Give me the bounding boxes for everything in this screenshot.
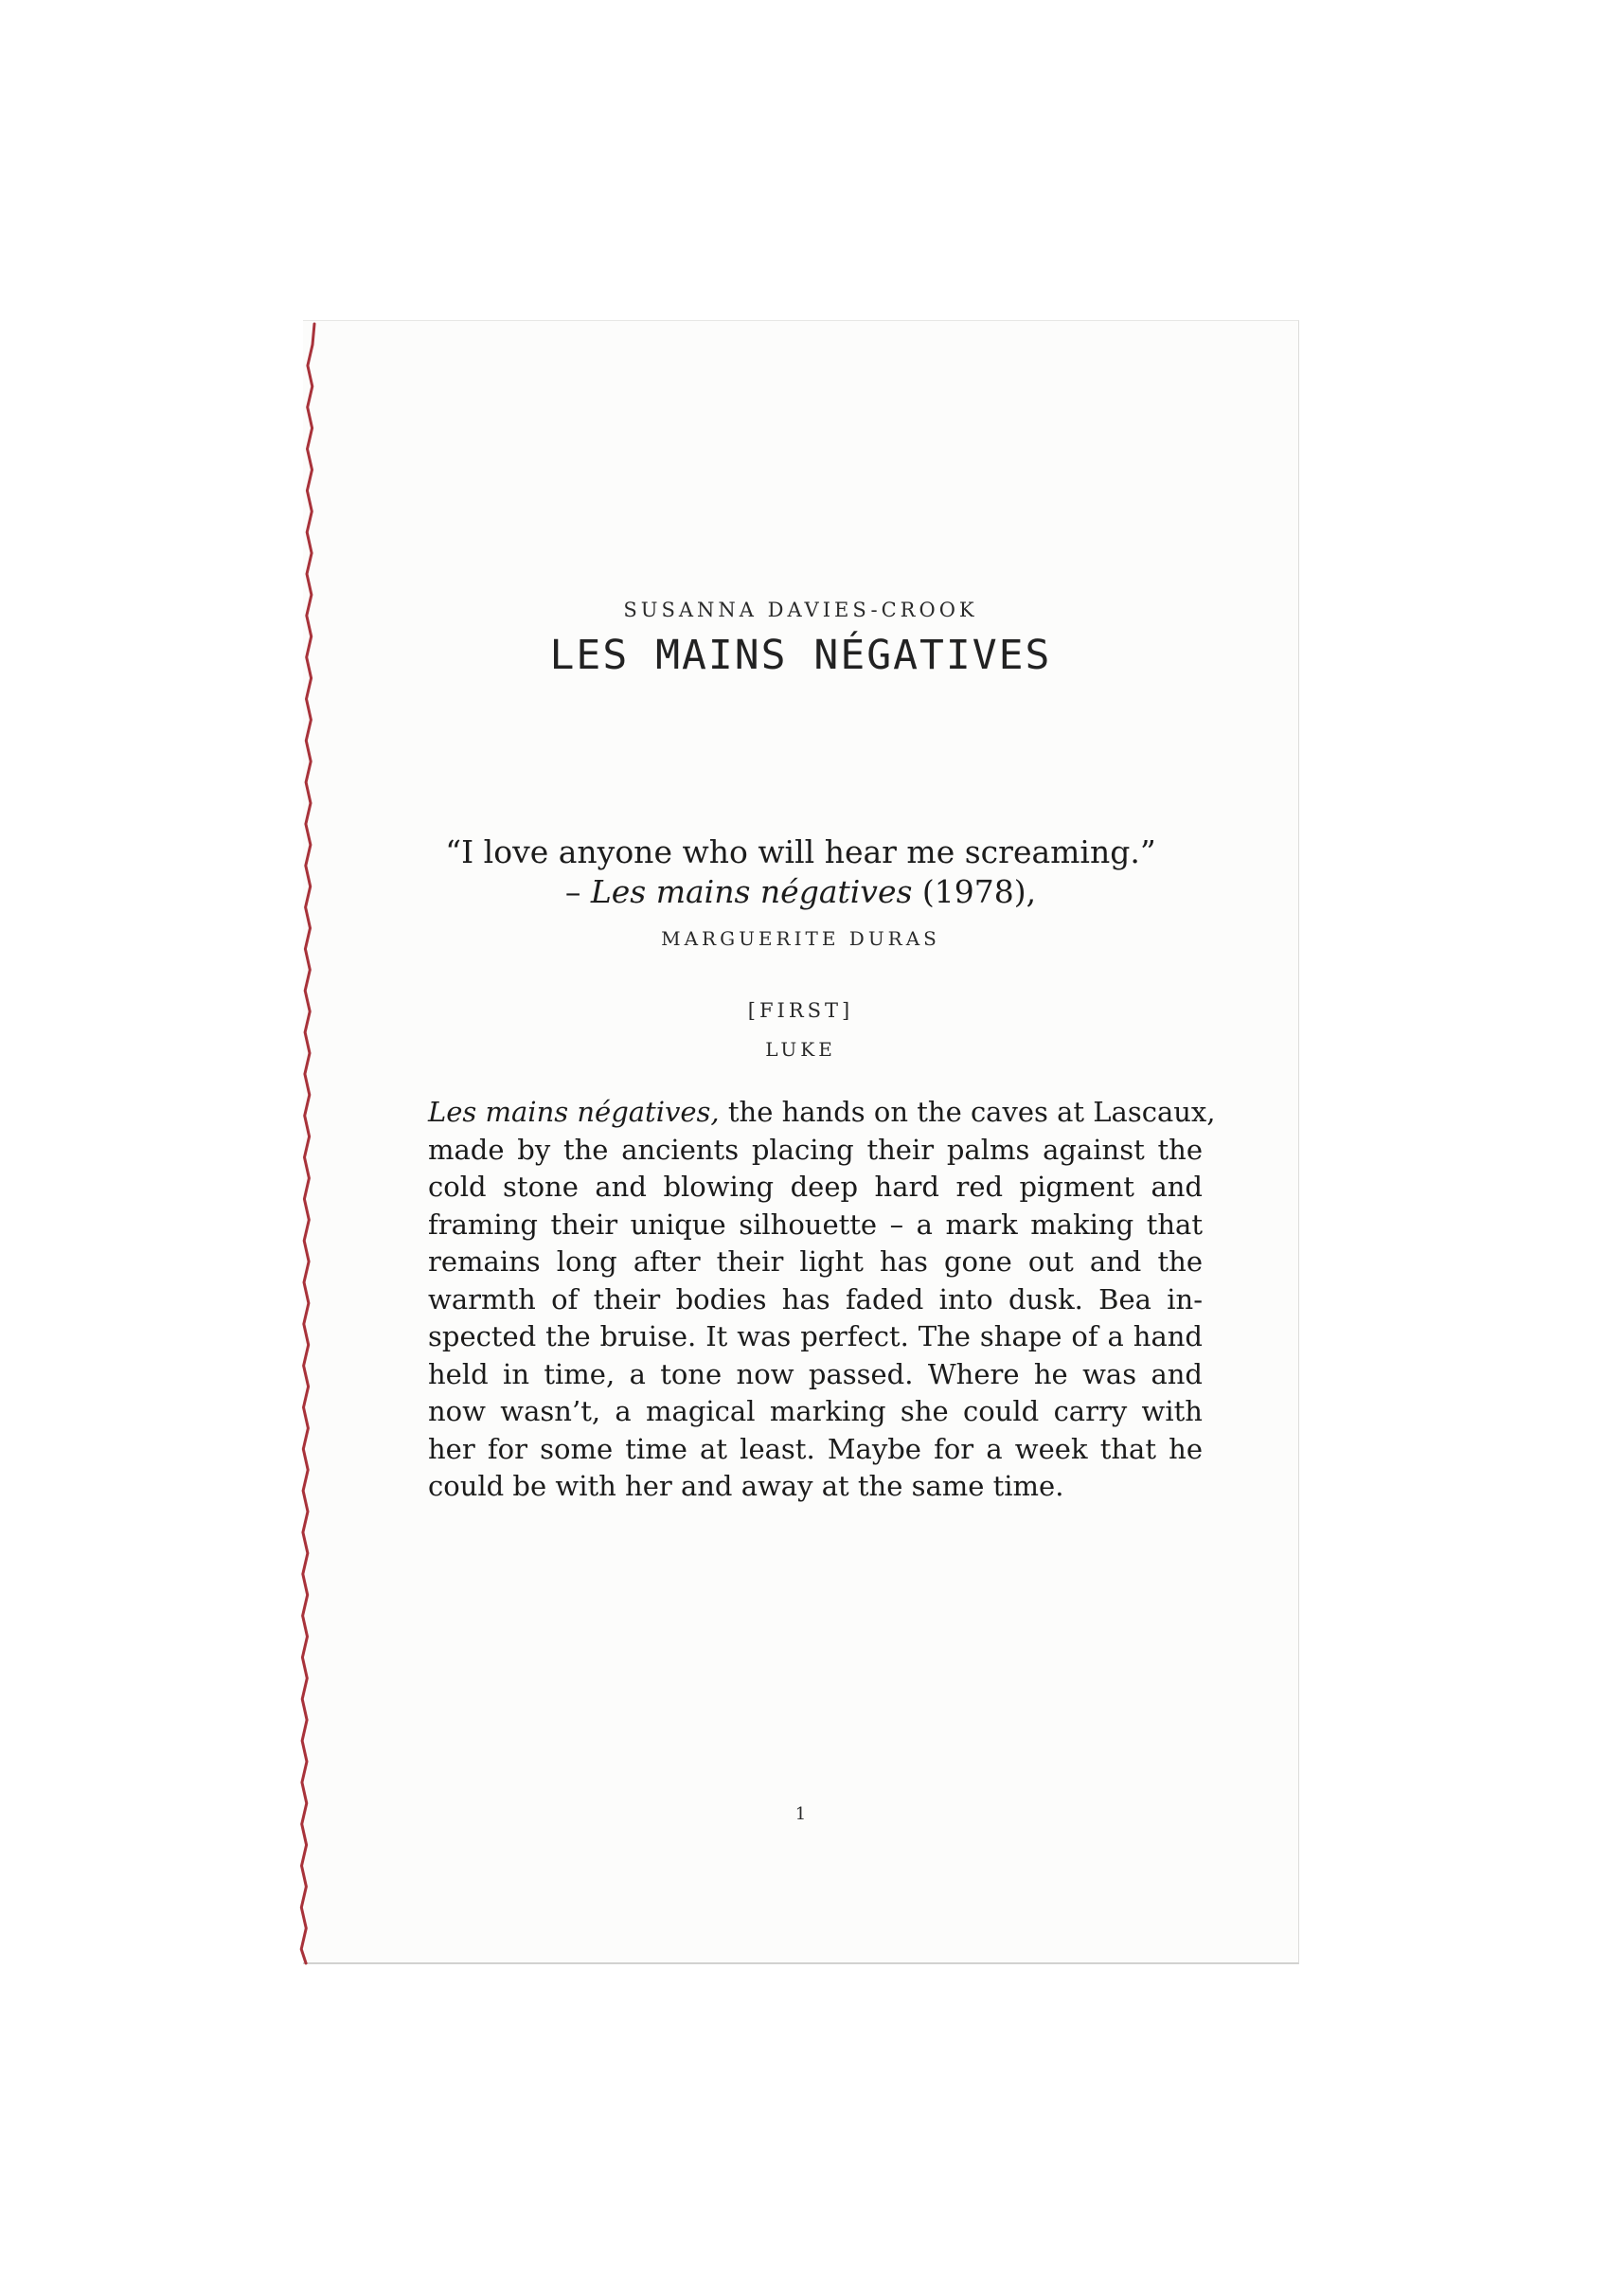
section-character: LUKE [765,1038,836,1061]
epigraph-source-year: (1978), [912,873,1037,910]
body-line: could be with her and away at the same time. [428,1470,1064,1502]
body-line: cold stone and blowing deep hard red pigment and [428,1171,1203,1203]
page-number: 1 [794,1804,807,1824]
body-line: her for some time at least. Maybe for a week that he [428,1432,1203,1465]
body-line: made by the ancients placing their palms against the [428,1133,1203,1166]
body-line: spected the bruise. It was perfect. The shape of a hand [428,1320,1203,1352]
epigraph-source-title: Les mains négatives [590,873,913,910]
section-marker: [FIRST] [747,999,854,1022]
epigraph-quote: “I love anyone who will hear me screaming.” [445,833,1156,870]
epigraph-author: MARGUERITE DURAS [661,927,940,950]
body-paragraph [428,1094,1216,1506]
body-line: framing their unique silhouette – a mark making that [428,1208,1203,1241]
epigraph [303,832,1298,912]
body-lead-italic: Les mains négatives, [428,1096,720,1128]
page-content [303,321,1298,1962]
body-line: warmth of their bodies has faded into dusk. Bea in- [428,1282,1203,1315]
book-page [303,320,1299,1964]
binding-stitch [295,320,318,1968]
body-line: remains long after their light has gone out and the [428,1245,1203,1278]
body-line: now wasn’t, a magical marking she could carry with [428,1395,1203,1427]
body-line: held in time, a tone now passed. Where he was and [428,1357,1203,1390]
epigraph-dash: – [564,873,591,910]
epigraph-source [303,872,1298,912]
story-title: LES MAINS NÉGATIVES [549,632,1052,679]
body-line: Les mains négatives, the hands on the caves at Lascaux, [428,1096,1216,1128]
author-name: SUSANNA DAVIES-CROOK [623,599,978,621]
